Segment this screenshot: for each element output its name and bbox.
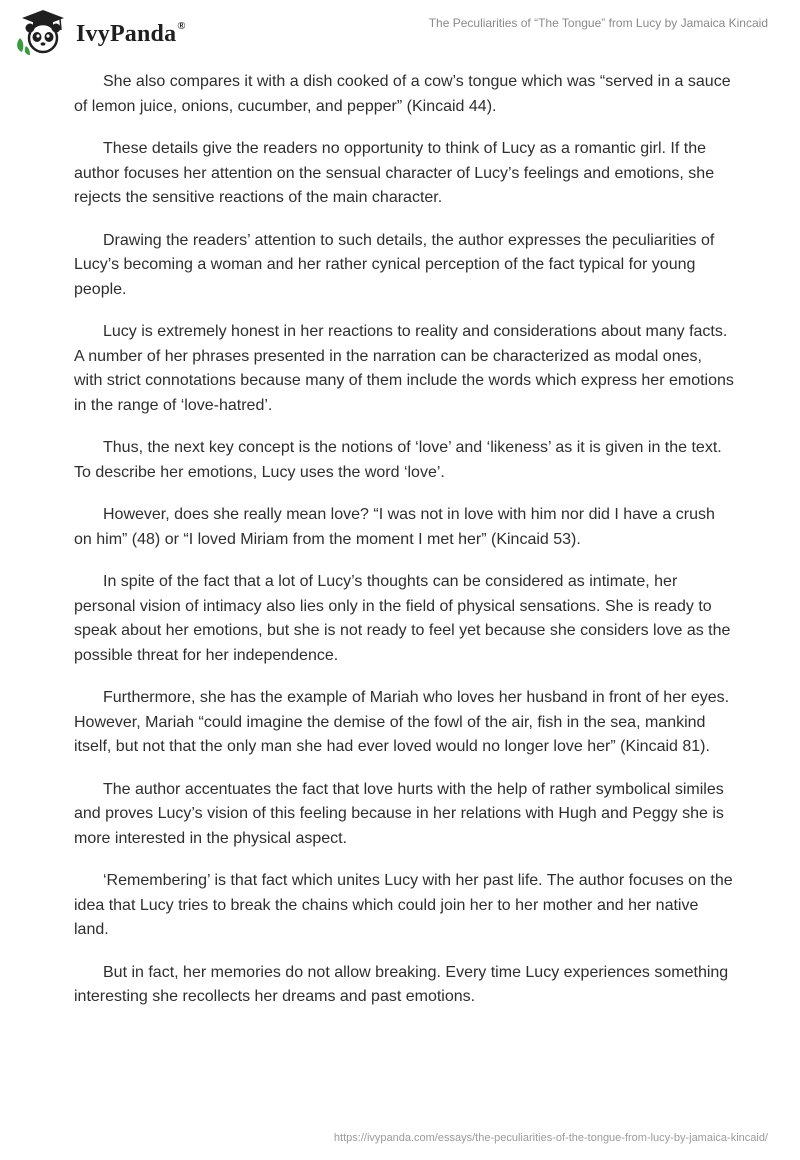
paragraph: Furthermore, she has the example of Mariah who loves her husband in front of her eyes. However, Mariah “could imagine the demise of the fowl of the air, fish in the sea, mankind itself, but not that the only man she had ever loved would no longer love her” (Kincaid 81). xyxy=(74,689,730,755)
essay-body xyxy=(74,70,734,1028)
panda-graduate-icon xyxy=(14,8,72,56)
logo-text: IvyPanda® xyxy=(76,19,186,47)
paragraph: She also compares it with a dish cooked of a cow’s tongue which was “served in a sauce of lemon juice, onions, cucumber, and pepper” (Kincaid 44). xyxy=(74,73,731,115)
registered-mark: ® xyxy=(177,19,186,32)
paragraph: ‘Remembering’ is that fact which unites Lucy with her past life. The author focuses on the idea that Lucy tries to break the chains which could join her to her mother and her native land. xyxy=(74,872,733,938)
paragraph: The author accentuates the fact that love hurts with the help of rather symbolical similes and proves Lucy’s vision of this feeling because in her relations with Hugh and Peggy she is more interested in the physical aspect. xyxy=(74,780,724,847)
paragraph: Thus, the next key concept is the notions of ‘love’ and ‘likeness’ as it is given in the text. To describe her emotions, Lucy uses the word ‘love’. xyxy=(74,439,722,481)
document-title: The Peculiarities of “The Tongue” from Lucy by Jamaica Kincaid xyxy=(428,16,768,30)
source-url-link[interactable]: https://ivypanda.com/essays/the-peculiarities-of-the-tongue-from-lucy-by-jamaica-kincaid/ xyxy=(333,1132,768,1144)
paragraph: However, does she really mean love? “I was not in love with him nor did I have a crush on him” (48) or “I loved Miriam from the moment I met her” (Kincaid 53). xyxy=(74,506,715,548)
page-header xyxy=(0,0,800,64)
paragraph: These details give the readers no opportunity to think of Lucy as a romantic girl. If the author focuses her attention on the sensual character of Lucy’s feelings and emotions, she rejects the sensitive reactions of the main character. xyxy=(74,140,715,206)
ivypanda-logo[interactable] xyxy=(14,8,186,56)
paragraph: Lucy is extremely honest in her reactions to reality and considerations about many facts. A number of her phrases presented in the narration can be characterized as modal ones, with strict connotations because many of them include the words which express her emotions in the range of ‘love-hatred’. xyxy=(74,323,734,414)
paragraph: But in fact, her memories do not allow breaking. Every time Lucy experiences something interesting she recollects her dreams and past emotions. xyxy=(74,963,729,1005)
paragraph: In spite of the fact that a lot of Lucy’s thoughts can be considered as intimate, her personal vision of intimacy also lies only in the field of physical sensations. She is ready to speak about her emotions, but she is not ready to feel yet because she considers love as the possible threat for her independence. xyxy=(74,573,731,664)
paragraph: Drawing the readers’ attention to such details, the author expresses the peculiarities of Lucy’s becoming a woman and her rather cynical perception of the fact typical for young people. xyxy=(74,231,715,298)
